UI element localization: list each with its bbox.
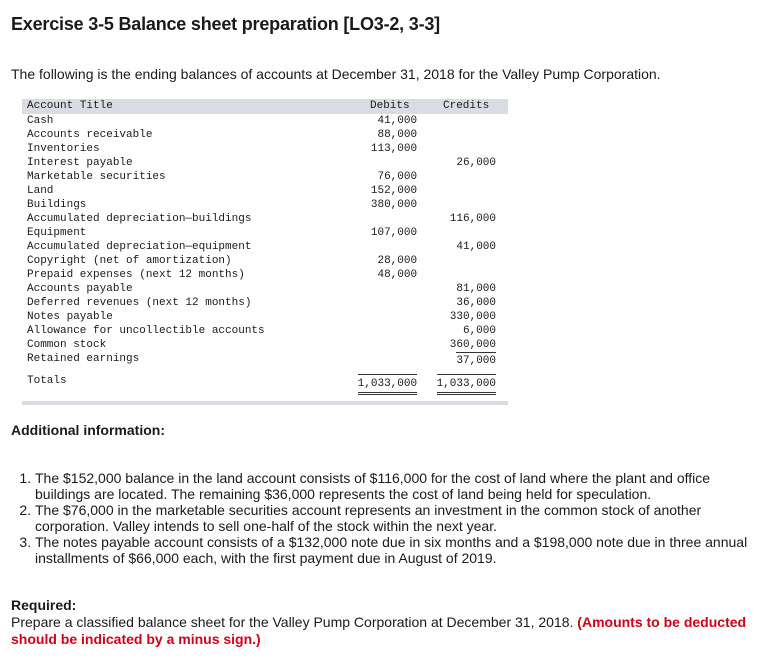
credit-cell	[419, 198, 508, 212]
balances-grid	[22, 114, 508, 395]
table-row	[22, 142, 508, 156]
debit-cell	[333, 338, 419, 352]
debit-cell	[333, 268, 419, 282]
additional-info-item: 2. The $76,000 in the marketable securities account represents an investment in the common stock of another corporation. Valley intends to sell one-half of the stock within the next year.	[35, 502, 765, 534]
account-cell	[22, 212, 333, 226]
account-cell-text: Accounts receivable	[27, 129, 153, 141]
account-cell	[22, 184, 333, 198]
account-cell-text: Copyright (net of amortization)	[27, 255, 232, 267]
account-cell-text: Accumulated depreciation—buildings	[27, 213, 252, 225]
debit-cell	[333, 324, 419, 338]
account-cell	[22, 114, 333, 128]
table-row	[22, 212, 508, 226]
account-cell	[22, 254, 333, 268]
account-cell-text: Accounts payable	[27, 283, 133, 295]
required-label: Required:	[11, 597, 77, 613]
credit-cell-text: 81,000	[456, 283, 496, 295]
debit-cell	[333, 226, 419, 240]
table-row	[22, 114, 508, 128]
table-header-bar	[22, 99, 508, 114]
debit-cell-text: 113,000	[370, 143, 418, 155]
account-cell	[22, 128, 333, 142]
totals-credit-cell	[419, 368, 508, 395]
credit-cell	[419, 184, 508, 198]
account-cell	[22, 296, 333, 310]
debit-cell-text: 28,000	[377, 255, 418, 267]
debit-cell-text: 41,000	[377, 115, 418, 127]
totals-label-cell	[22, 368, 333, 395]
account-cell	[22, 226, 333, 240]
debit-cell	[333, 156, 419, 170]
account-cell-text: Notes payable	[27, 311, 113, 323]
credit-cell	[419, 254, 508, 268]
debit-cell	[333, 240, 419, 254]
additional-info-list	[11, 470, 765, 566]
account-cell-text: Cash	[27, 115, 54, 127]
credit-cell	[419, 240, 508, 254]
debit-cell-text: 380,000	[370, 199, 418, 211]
table-row	[22, 296, 508, 310]
credit-cell	[419, 296, 508, 310]
account-cell	[22, 352, 333, 368]
credit-cell	[419, 338, 508, 352]
header-credits: Credits	[443, 100, 490, 112]
credit-cell-text: 41,000	[456, 241, 496, 253]
account-cell	[22, 142, 333, 156]
totals-debit-cell	[333, 368, 419, 395]
account-cell-text: Buildings	[27, 199, 87, 211]
table-row	[22, 128, 508, 142]
credit-cell	[419, 324, 508, 338]
debit-cell	[333, 198, 419, 212]
debit-cell-text: 88,000	[377, 129, 418, 141]
additional-info-item: 1. The $152,000 balance in the land account consists of $116,000 for the cost of land where the plant and office buildings are located. The remaining $36,000 represents the cost of land being held for speculation.	[35, 470, 765, 502]
debit-cell	[333, 282, 419, 296]
account-cell	[22, 324, 333, 338]
table-row	[22, 282, 508, 296]
account-cell-text: Retained earnings	[27, 353, 140, 365]
debit-cell	[333, 128, 419, 142]
account-cell-text: Equipment	[27, 227, 87, 239]
credit-cell-text: 6,000	[462, 325, 496, 337]
credit-cell-text: 36,000	[456, 297, 496, 309]
account-cell-text: Common stock	[27, 339, 107, 351]
account-cell-text: Allowance for uncollectible accounts	[27, 325, 265, 337]
credit-cell	[419, 282, 508, 296]
debit-cell	[333, 184, 419, 198]
debit-cell	[333, 212, 419, 226]
credit-cell	[419, 156, 508, 170]
required-note: (Amounts to be deducted should be indicated by a minus sign.)	[11, 614, 747, 647]
account-cell	[22, 282, 333, 296]
credit-cell	[419, 268, 508, 282]
table-row	[22, 310, 508, 324]
debit-cell-text: 48,000	[377, 269, 418, 281]
credit-cell	[419, 310, 508, 324]
debit-cell	[333, 254, 419, 268]
table-row	[22, 170, 508, 184]
table-row	[22, 240, 508, 254]
header-account-title: Account Title	[27, 100, 113, 112]
additional-info-item: 3. The notes payable account consists of a $132,000 note due in six months and a $198,000 note due in three annual installments of $66,000 each, with the first payment due in August of 2019.	[35, 534, 765, 566]
credit-cell	[419, 142, 508, 156]
credit-cell	[419, 114, 508, 128]
credit-cell	[419, 352, 508, 368]
debit-cell-text: 152,000	[370, 185, 418, 197]
required-text	[11, 614, 756, 648]
required-instruction: Prepare a classified balance sheet for the Valley Pump Corporation at December 31, 2018.	[11, 614, 574, 630]
account-cell	[22, 240, 333, 254]
account-cell-text: Accumulated depreciation—equipment	[27, 241, 252, 253]
credit-cell	[419, 212, 508, 226]
credit-cell-text: 116,000	[449, 213, 496, 225]
exercise-title: Exercise 3-5 Balance sheet preparation [LO3-2, 3-3]	[11, 14, 440, 34]
credit-cell-text: 26,000	[456, 157, 496, 169]
account-cell	[22, 198, 333, 212]
account-cell	[22, 338, 333, 352]
debit-cell	[333, 310, 419, 324]
credit-cell-text: 360,000	[449, 339, 496, 351]
totals-debit: 1,033,000	[358, 374, 417, 395]
intro-text: The following is the ending balances of accounts at December 31, 2018 for the Valley Pump Corporation.	[11, 66, 661, 82]
account-cell	[22, 310, 333, 324]
debit-cell-text: 76,000	[377, 171, 418, 183]
debit-cell	[333, 142, 419, 156]
credit-cell-text: 37,000	[456, 352, 496, 368]
table-row	[22, 254, 508, 268]
table-footer-bar	[22, 401, 508, 405]
credit-cell	[419, 128, 508, 142]
table-row	[22, 352, 508, 368]
debit-cell	[333, 352, 419, 368]
credit-cell	[419, 170, 508, 184]
account-cell	[22, 170, 333, 184]
debit-cell-text: 107,000	[370, 227, 418, 239]
header-debits: Debits	[370, 100, 410, 112]
credit-cell-text: 330,000	[449, 311, 496, 323]
account-balances-table	[22, 99, 508, 405]
table-row	[22, 184, 508, 198]
debit-cell	[333, 114, 419, 128]
table-row	[22, 226, 508, 240]
additional-info-heading: Additional information:	[11, 422, 165, 438]
account-cell-text: Marketable securities	[27, 171, 166, 183]
totals-credit: 1,033,000	[437, 374, 496, 395]
account-cell-text: Inventories	[27, 143, 100, 155]
table-row	[22, 268, 508, 282]
table-row	[22, 324, 508, 338]
table-row	[22, 156, 508, 170]
account-cell-text: Land	[27, 185, 54, 197]
table-row	[22, 198, 508, 212]
totals-label: Totals	[27, 375, 67, 387]
account-cell-text: Prepaid expenses (next 12 months)	[27, 269, 245, 281]
debit-cell	[333, 170, 419, 184]
account-cell	[22, 156, 333, 170]
debit-cell	[333, 296, 419, 310]
table-row	[22, 338, 508, 352]
credit-cell	[419, 226, 508, 240]
account-cell-text: Interest payable	[27, 157, 133, 169]
totals-row	[22, 368, 508, 395]
account-cell-text: Deferred revenues (next 12 months)	[27, 297, 252, 309]
account-cell	[22, 268, 333, 282]
